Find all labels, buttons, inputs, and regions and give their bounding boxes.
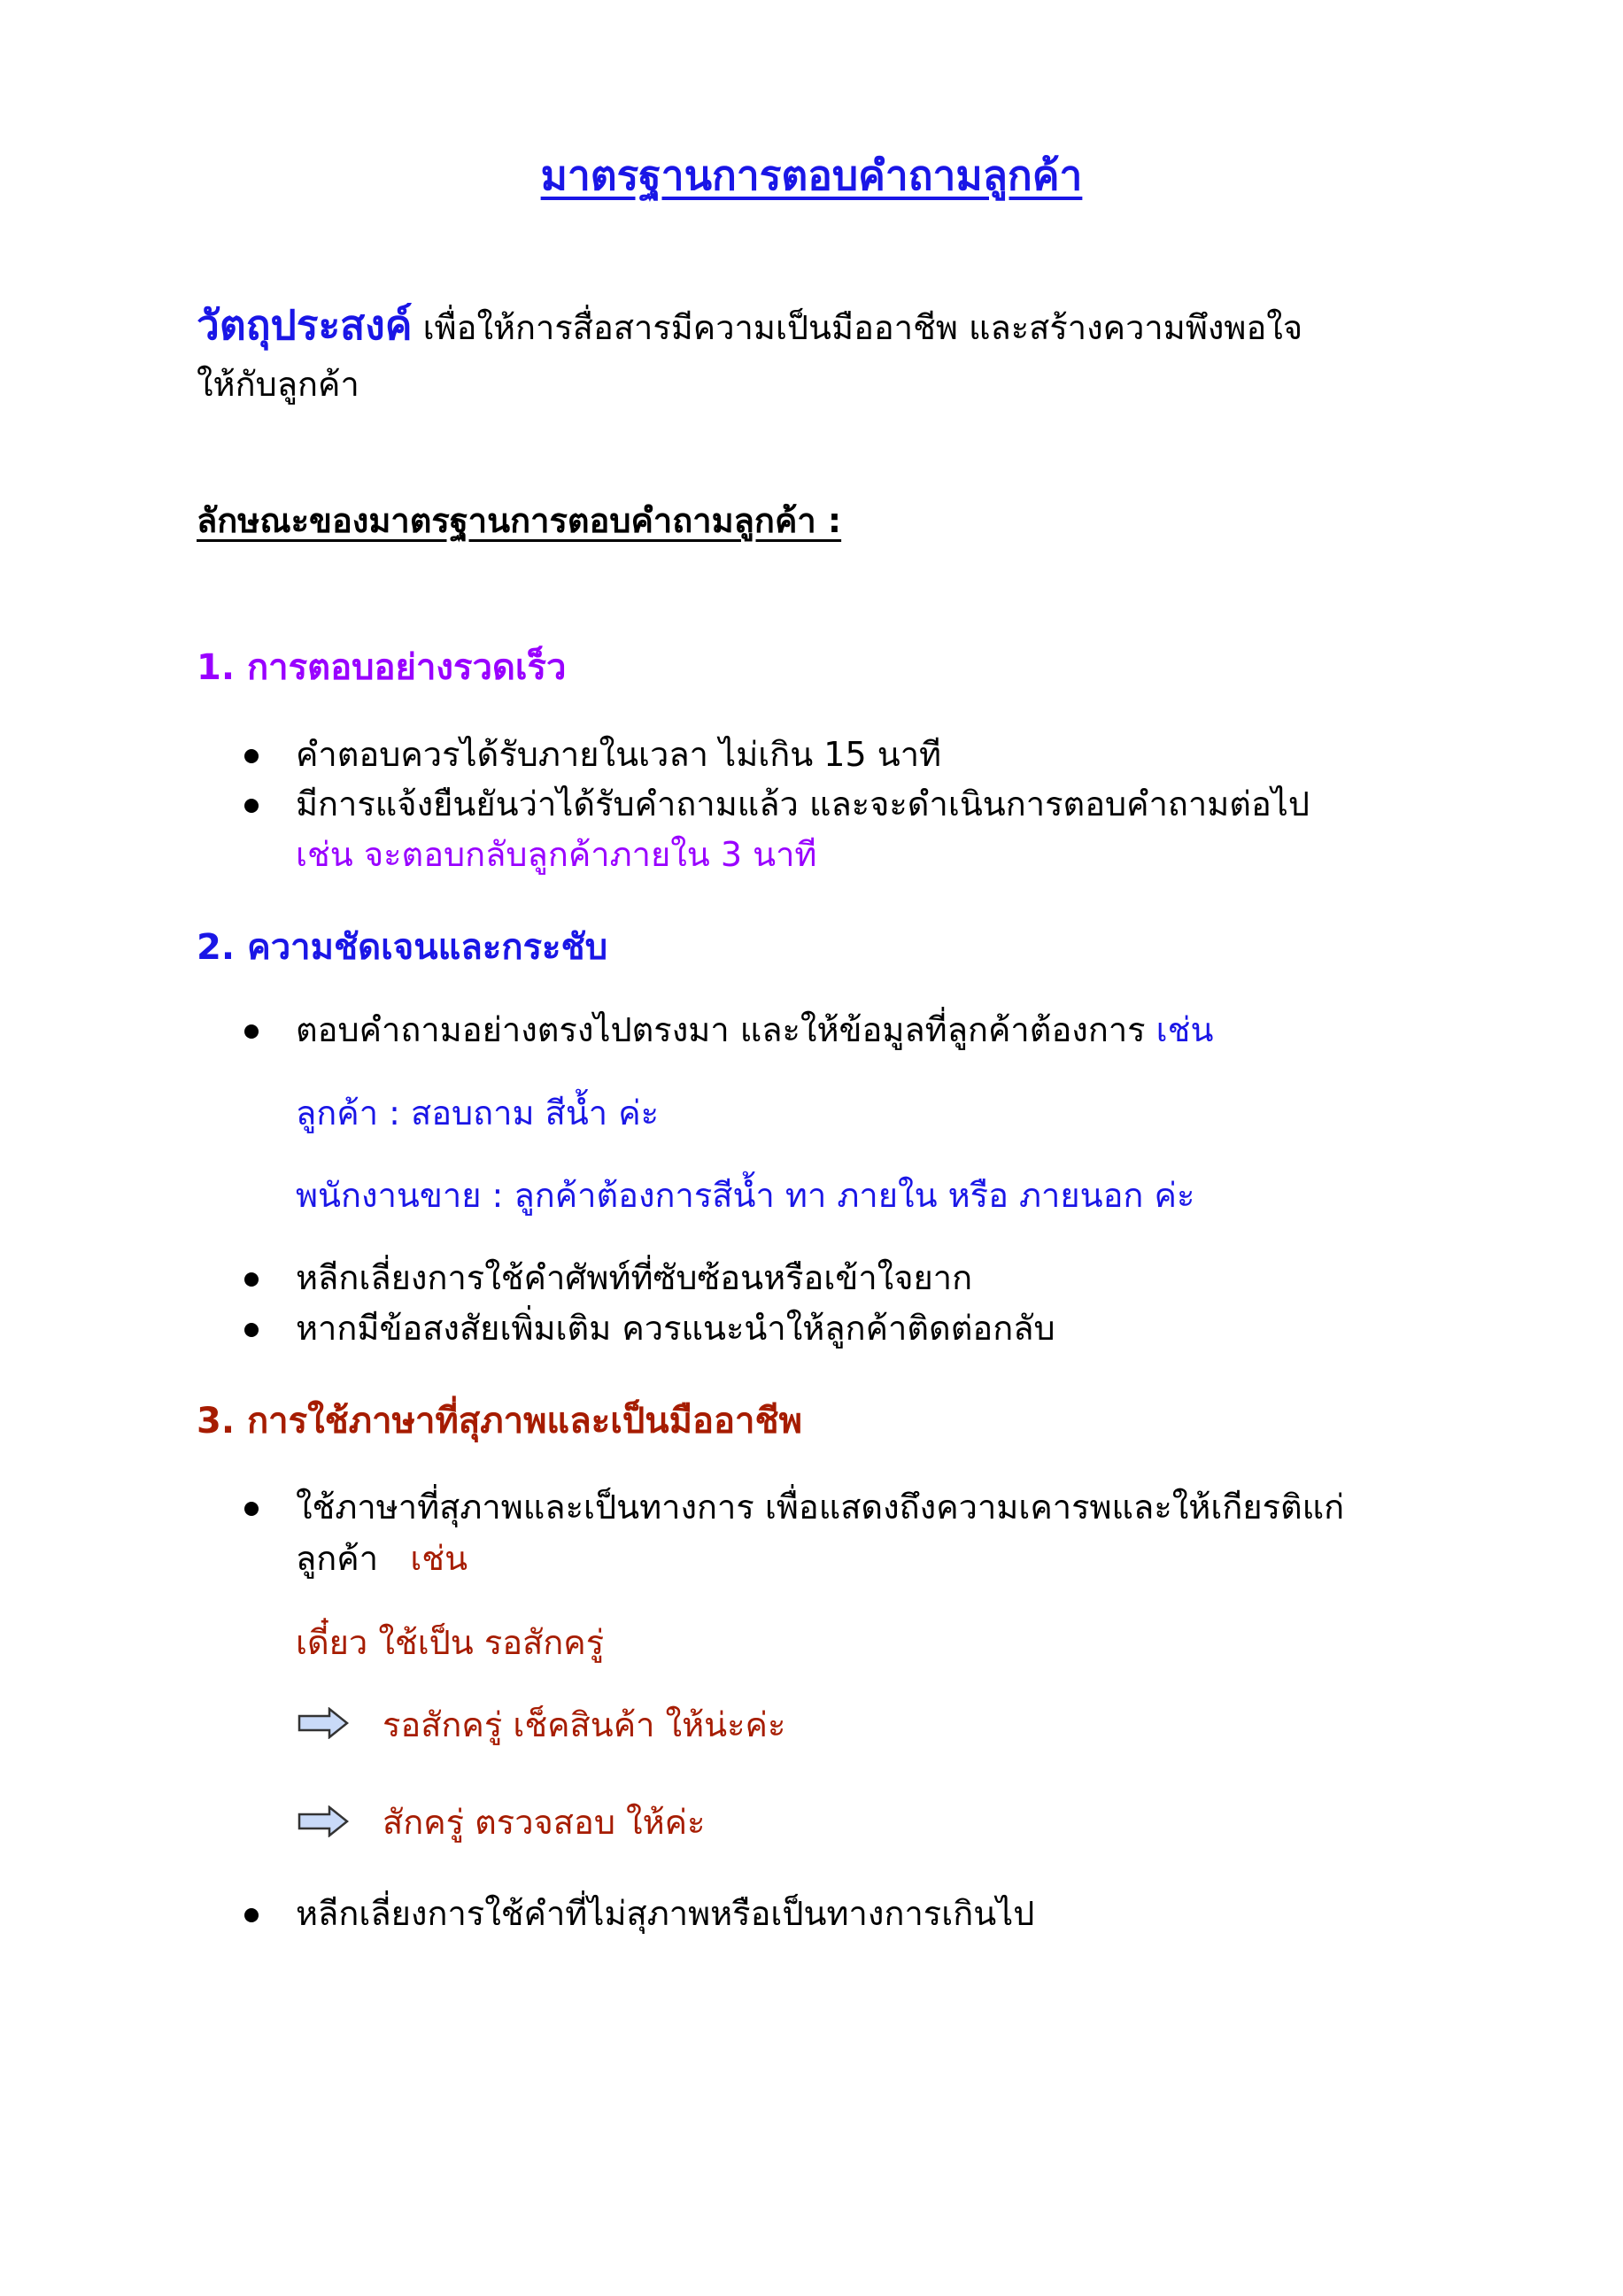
staff-line: พนักงานขาย : ลูกค้าต้องการสีน้ำ ทา ภายใน หรือ ภายนอก ค่ะ xyxy=(296,1176,1195,1215)
bullet-dot-icon xyxy=(244,1323,259,1337)
bullet-dot-icon xyxy=(244,1502,259,1516)
section1-example: เช่น จะตอบกลับลูกค้าภายใน 3 นาที xyxy=(296,835,817,874)
objective-paragraph xyxy=(197,297,1436,413)
bullet-dot-icon xyxy=(244,749,259,763)
section2-bullet1-example-label: เช่น xyxy=(1155,1010,1214,1049)
objective-text-line2: ให้กับลูกค้า xyxy=(197,365,359,404)
section3-heading: 3. การใช้ภาษาที่สุภาพและเป็นมืออาชีพ xyxy=(197,1401,803,1442)
section3-example-line: เดี๋ยว ใช้เป็น รอสักครู่ xyxy=(296,1623,605,1662)
bullet-dot-icon xyxy=(244,1272,259,1287)
section3-bullet1-line1: ใช้ภาษาที่สุภาพและเป็นทางการ เพื่อแสดงถึงความเคารพและให้เกียรติแก่ xyxy=(296,1488,1345,1527)
arrow-item-1: รอสักครู่ เช็คสินค้า ให้น่ะค่ะ xyxy=(383,1705,786,1744)
section2-heading: 2. ความชัดเจนและกระชับ xyxy=(197,927,608,968)
section3-bullet1-line2-text: ลูกค้า xyxy=(296,1539,379,1578)
section3-bullet2: หลีกเลี่ยงการใช้คำที่ไม่สุภาพหรือเป็นทางการเกินไป xyxy=(296,1894,1035,1933)
section2-bullet1 xyxy=(296,1003,1213,1056)
arrow-item-2: สักครู่ ตรวจสอบ ให้ค่ะ xyxy=(383,1803,706,1842)
section-heading: ลักษณะของมาตรฐานการตอบคำถามลูกค้า : xyxy=(197,501,842,540)
section2-bullet1-text: ตอบคำถามอย่างตรงไปตรงมา และให้ข้อมูลที่ลูกค้าต้องการ xyxy=(296,1010,1146,1049)
section1-heading: 1. การตอบอย่างรวดเร็ว xyxy=(197,647,567,688)
document-title: มาตรฐานการตอบคำถามลูกค้า xyxy=(540,151,1083,199)
objective-text-line1: เพื่อให้การสื่อสารมีความเป็นมืออาชีพ และสร้างความพึงพอใจ xyxy=(422,308,1303,347)
section1-bullet1: คำตอบควรได้รับภายในเวลา ไม่เกิน 15 นาที xyxy=(296,735,942,774)
objective-label: วัตถุประสงค์ xyxy=(197,301,413,349)
bullet-dot-icon xyxy=(244,1024,259,1039)
section3-bullet1-line2 xyxy=(296,1532,468,1585)
bullet-dot-icon xyxy=(244,799,259,813)
section2-bullet3: หากมีข้อสงสัยเพิ่มเติม ควรแนะนำให้ลูกค้าติดต่อกลับ xyxy=(296,1309,1055,1348)
customer-line: ลูกค้า : สอบถาม สีน้ำ ค่ะ xyxy=(296,1094,660,1133)
right-arrow-icon xyxy=(298,1805,349,1837)
bullet-dot-icon xyxy=(244,1908,259,1922)
section1-bullet2: มีการแจ้งยืนยันว่าได้รับคำถามแล้ว และจะดำเนินการตอบคำถามต่อไป xyxy=(296,785,1310,823)
right-arrow-icon xyxy=(298,1707,349,1739)
section2-bullet2: หลีกเลี่ยงการใช้คำศัพท์ที่ซับซ้อนหรือเข้าใจยาก xyxy=(296,1258,973,1297)
section3-bullet1-example-label: เช่น xyxy=(410,1539,468,1578)
